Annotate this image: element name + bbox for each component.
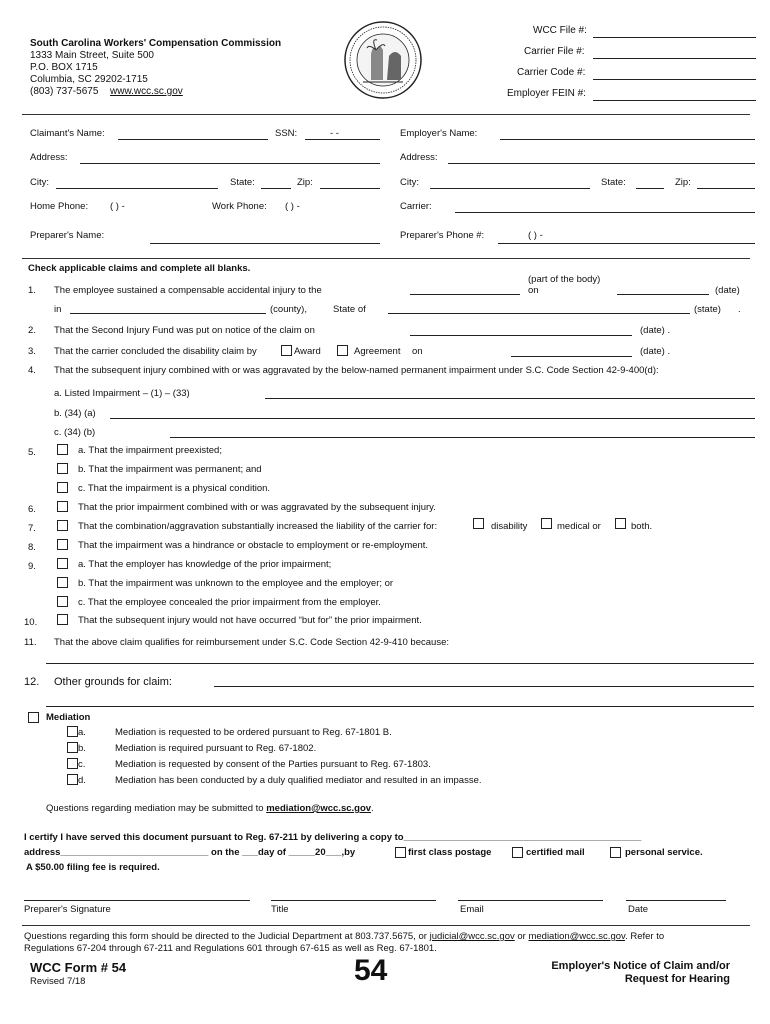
employer-city-label: City: [400,177,419,188]
mediation-b-text: Mediation is required pursuant to Reg. 67-1802. [115,743,317,754]
mediation-a-checkbox[interactable] [67,726,78,737]
award-label: Award [294,346,321,357]
injury-state-label: (state) [694,304,721,315]
medical-label: medical or [557,521,601,532]
claimant-name-label: Claimant's Name: [30,128,105,139]
mediation-c-text: Mediation is requested by consent of the Parties pursuant to Reg. 67-1803. [115,759,431,770]
injury-date-label: (date) [715,285,740,296]
email-label: Email [460,904,484,915]
form-title-line-1: Employer's Notice of Claim and/or [551,960,730,972]
item-4b-text: b. (34) (a) [54,408,96,419]
work-phone-label: Work Phone: [212,201,267,212]
item-9a-text: a. That the employer has knowledge of the prior impairment; [78,559,332,570]
item-12-number: 12. [24,676,40,688]
item-6-checkbox[interactable] [57,501,68,512]
certified-mail-label: certified mail [526,847,585,858]
mediation-a-letter: a. [78,727,86,738]
certify-line-2: address____________________________ on the ___day of _____20___,by [24,847,356,858]
item-3-on: on [412,346,423,357]
personal-service-label: personal service. [625,847,703,858]
footer-note-text-a: Questions regarding this form should be directed to the Judicial Department at 803.737.5675, or [24,931,427,942]
employer-address-label: Address: [400,152,438,163]
item-6-number: 6. [28,504,36,515]
ssn-field[interactable] [305,139,380,140]
other-grounds-field[interactable] [214,686,754,687]
item-6-text: That the prior impairment combined with or was aggravated by the subsequent injury. [78,502,436,513]
item-2-number: 2. [28,325,36,336]
mediation-b-checkbox[interactable] [67,742,78,753]
item-1-text: The employee sustained a compensable accidental injury to the [54,285,322,296]
mediation-b-letter: b. [78,743,86,754]
item-10-number: 10. [24,617,38,628]
mediation-questions-text: Questions regarding mediation may be submitted to [46,803,264,814]
title-label: Title [271,904,289,915]
item-4c-text: c. (34) (b) [54,427,96,438]
listed-impairment-field[interactable] [265,398,755,399]
item-9c-text: c. That the employee concealed the prior impairment from the employer. [78,597,381,608]
item-3-number: 3. [28,346,36,357]
mediation-title: Mediation [46,712,91,723]
medical-checkbox[interactable] [541,518,552,529]
judicial-email-link[interactable]: judicial@wcc.sc.gov [429,931,515,942]
injury-state-field[interactable] [388,313,690,314]
item-7-checkbox[interactable] [57,520,68,531]
conclusion-date-label: (date) . [640,346,671,357]
item-8-checkbox[interactable] [57,539,68,550]
certified-mail-checkbox[interactable] [512,847,523,858]
first-class-checkbox[interactable] [395,847,406,858]
claimant-zip-field[interactable] [320,188,380,189]
agency-address-line2: P.O. BOX 1715 [30,62,98,73]
footer-note-line-1 [24,931,664,942]
item-11-number: 11. [24,637,37,648]
certify-line-1: I certify I have served this document pursuant to Reg. 67-211 by delivering a copy to_____________________________________________ [24,832,642,843]
item-10-text: That the subsequent injury would not have occurred “but for” the prior impairment. [78,615,422,626]
impairment-34a-field[interactable] [110,418,755,419]
item-4-text: That the subsequent injury combined with or was aggravated by the below-named permanent impairment under S.C. Code Section 42-9-400(d): [54,365,659,376]
date-field[interactable] [626,900,726,901]
mediation-footer-email-link[interactable]: mediation@wcc.sc.gov [528,931,626,942]
mediation-a-text: Mediation is requested to be ordered pursuant to Reg. 67-1801 B. [115,727,392,738]
work-phone-mask: ( ) - [285,201,300,212]
mediation-questions [46,803,374,814]
employer-state-field[interactable] [636,188,664,189]
form-name: WCC Form # 54 [30,960,127,975]
claimant-address-field[interactable] [80,163,380,164]
footer-note-text-b: or [517,931,526,942]
agency-website-link[interactable]: www.wcc.sc.gov [110,86,183,97]
wcc-file-field[interactable] [593,37,756,38]
mediation-c-letter: c. [78,759,86,770]
item-8-text: That the impairment was a hindrance or obstacle to employment or re-employment. [78,540,429,551]
ssn-mask: - - [330,128,339,139]
mediation-c-checkbox[interactable] [67,758,78,769]
email-field[interactable] [458,900,603,901]
item-5c-checkbox[interactable] [57,482,68,493]
claims-heading: Check applicable claims and complete all blanks. [28,263,251,274]
mediation-checkbox[interactable] [28,712,39,723]
item-9-number: 9. [28,561,36,572]
carrier-file-field[interactable] [593,58,756,59]
carrier-code-field[interactable] [593,79,756,80]
agency-address-line3: Columbia, SC 29202-1715 [30,74,148,85]
notice-date-field[interactable] [410,335,632,336]
agreement-label: Agreement [354,346,401,357]
claimant-zip-label: Zip: [297,177,313,188]
item-2-text: That the Second Injury Fund was put on notice of the claim on [54,325,315,336]
info-divider [22,258,750,259]
preparer-signature-label: Preparer's Signature [24,904,111,915]
employer-zip-field[interactable] [697,188,755,189]
footer-divider [22,925,750,926]
claimant-state-field[interactable] [261,188,291,189]
impairment-34b-field[interactable] [170,437,755,438]
filing-fee-note: A $50.00 filing fee is required. [26,862,160,873]
part-of-body-label: (part of the body) [528,274,601,285]
item-5b-checkbox[interactable] [57,463,68,474]
claimant-name-field[interactable] [118,139,268,140]
home-phone-mask: ( ) - [110,201,125,212]
employer-fein-field[interactable] [593,100,756,101]
preparer-name-label: Preparer's Name: [30,230,105,241]
footer-note-line-2: Regulations 67-204 through 67-211 and Regulations 601 through 67-615 as well as Reg. 67-1801. [24,943,437,954]
mediation-d-checkbox[interactable] [67,774,78,785]
item-9c-checkbox[interactable] [57,596,68,607]
state-of-label: State of [333,304,366,315]
carrier-field[interactable] [455,212,755,213]
carrier-label: Carrier: [400,201,432,212]
home-phone-label: Home Phone: [30,201,89,212]
item-9b-checkbox[interactable] [57,577,68,588]
employer-address-field[interactable] [448,163,755,164]
ssn-label: SSN: [275,128,298,139]
item-7-number: 7. [28,523,36,534]
item-4a-text: a. Listed Impairment – (1) – (33) [54,388,190,399]
employer-zip-label: Zip: [675,177,691,188]
notice-date-label: (date) . [640,325,671,336]
employer-city-field[interactable] [430,188,590,189]
item-10-checkbox[interactable] [57,614,68,625]
disability-checkbox[interactable] [473,518,484,529]
item-12-text: Other grounds for claim: [54,676,172,688]
claimant-address-label: Address: [30,152,68,163]
carrier-code-label: Carrier Code #: [517,67,586,78]
claimant-city-label: City: [30,177,49,188]
personal-service-checkbox[interactable] [610,847,621,858]
item-9b-text: b. That the impairment was unknown to the employee and the employer; or [78,578,394,589]
claimant-state-label: State: [230,177,255,188]
item-1-period: . [738,304,741,315]
item-11-text: That the above claim qualifies for reimbursement under S.C. Code Section 42-9-410 because: [54,637,449,648]
both-label: both. [631,521,653,532]
mediation-d-letter: d. [78,775,86,786]
header-divider [22,114,750,115]
item-5a-checkbox[interactable] [57,444,68,455]
item-4-number: 4. [28,365,36,376]
preparer-phone-mask: ( ) - [528,230,543,241]
employer-name-field[interactable] [500,139,755,140]
item-8-number: 8. [28,542,36,553]
item-7-text: That the combination/aggravation substantially increased the liability of the carrier for: [78,521,438,532]
claimant-city-field[interactable] [56,188,218,189]
carrier-file-label: Carrier File #: [524,46,585,57]
form-revised: Revised 7/18 [30,976,86,987]
body-part-field[interactable] [410,294,520,295]
item-3-text: That the carrier concluded the disability claim by [54,346,257,357]
preparer-phone-field[interactable] [498,243,755,244]
disability-label: disability [491,521,528,532]
agency-phone: (803) 737-5675 [30,86,99,97]
award-checkbox[interactable] [281,345,292,356]
both-checkbox[interactable] [615,518,626,529]
preparer-phone-label: Preparer's Phone #: [400,230,485,241]
county-field[interactable] [70,313,266,314]
state-seal-icon [343,20,423,100]
mediation-email-link[interactable]: mediation@wcc.sc.gov [266,803,372,814]
employer-state-label: State: [601,177,626,188]
form-title-line-2: Request for Hearing [624,973,730,985]
agency-address-line1: 1333 Main Street, Suite 500 [30,50,154,61]
item-5c-text: c. That the impairment is a physical condition. [78,483,271,494]
wcc-file-label: WCC File #: [533,25,587,36]
mediation-email-period: . [371,803,374,814]
item-9a-checkbox[interactable] [57,558,68,569]
first-class-label: first class postage [408,847,492,858]
agency-name: South Carolina Workers' Compensation Commission [30,38,282,49]
agreement-checkbox[interactable] [337,345,348,356]
item-5-number: 5. [28,447,36,458]
county-label: (county), [270,304,307,315]
item-11-reason-field[interactable] [46,663,754,664]
item-1-in: in [54,304,62,315]
item-1-number: 1. [28,285,36,296]
item-5a-text: a. That the impairment preexisted; [78,445,222,456]
form-number: 54 [354,954,388,987]
item-5b-text: b. That the impairment was permanent; and [78,464,262,475]
injury-date-field[interactable] [617,294,709,295]
employer-name-label: Employer's Name: [400,128,478,139]
mediation-d-text: Mediation has been conducted by a duly qualified mediator and resulted in an impasse. [115,775,482,786]
preparer-name-field[interactable] [150,243,380,244]
footer-note-text-c: . Refer to [625,931,665,942]
conclusion-date-field[interactable] [511,356,632,357]
other-grounds-field-2[interactable] [46,706,754,707]
date-label: Date [628,904,649,915]
title-field[interactable] [271,900,436,901]
employer-fein-label: Employer FEIN #: [507,88,586,99]
item-1-on: on [528,285,539,296]
preparer-signature-field[interactable] [24,900,250,901]
